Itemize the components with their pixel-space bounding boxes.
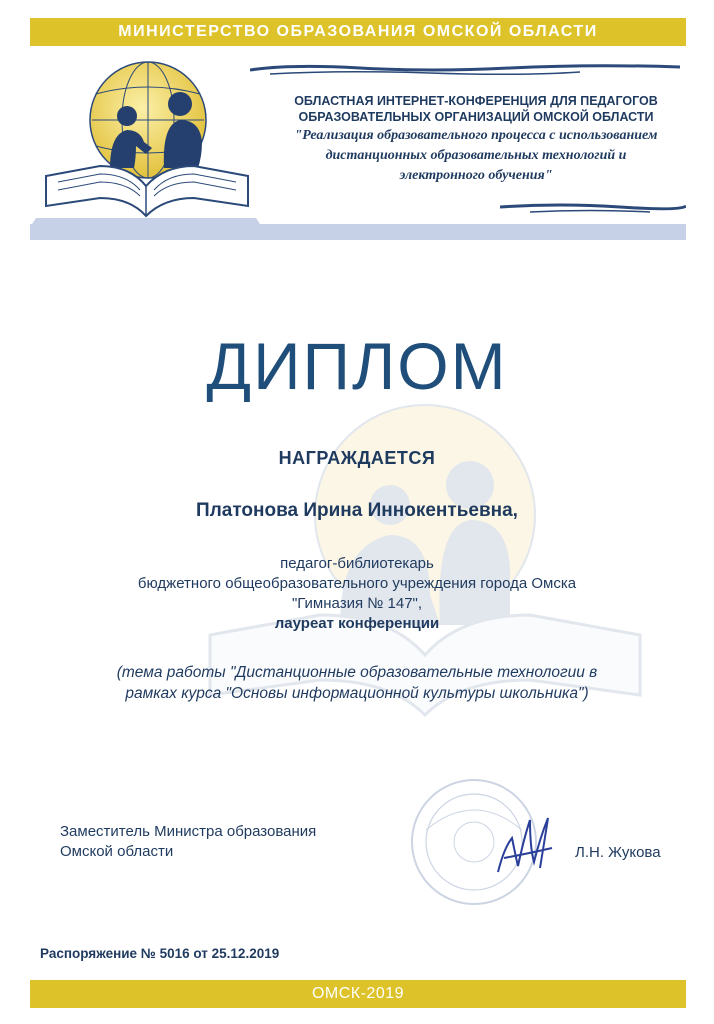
recipient-details <box>0 554 714 634</box>
conference-topic-line1: "Реализация образовательного процесса с использованием <box>294 128 658 143</box>
decor-swoosh-top <box>250 62 680 76</box>
header-area <box>30 46 686 224</box>
work-topic-line1: (тема работы "Дистанционные образовательные технологии в <box>116 664 598 681</box>
header-stripe <box>30 224 686 240</box>
work-topic <box>0 662 714 704</box>
awarded-label: НАГРАЖДАЕТСЯ <box>278 448 436 468</box>
institution-line2: "Гимназия № 147", <box>291 595 423 612</box>
conference-topic-line2: дистанционных образовательных технологий и <box>325 148 627 163</box>
ministry-title: МИНИСТЕРСТВО ОБРАЗОВАНИЯ ОМСКОЙ ОБЛАСТИ <box>118 23 598 40</box>
award-status: лауреат конференции <box>274 615 440 632</box>
signature-icon <box>490 808 560 880</box>
recipient-position: педагог-библиотекарь <box>280 555 434 572</box>
footer-banner <box>30 980 686 1008</box>
conference-name-line2: ОБРАЗОВАТЕЛЬНЫХ ОРГАНИЗАЦИЙ ОМСКОЙ ОБЛАСТИ <box>298 110 654 124</box>
signer-name: Л.Н. Жукова <box>575 844 661 861</box>
decor-swoosh-bottom <box>500 201 686 215</box>
work-topic-line2: рамках курса "Основы информационной культуры школьника") <box>125 685 589 702</box>
order-reference: Распоряжение № 5016 от 25.12.2019 <box>40 946 280 961</box>
signer-title-line2: Омской области <box>60 843 174 860</box>
conference-info <box>266 93 686 185</box>
conference-topic-line3: электронного обучения" <box>399 168 553 183</box>
city-year: ОМСК-2019 <box>311 985 405 1002</box>
signer-title-line1: Заместитель Министра образования <box>60 823 317 840</box>
recipient-name: Платонова Ирина Иннокентьевна, <box>196 500 518 521</box>
institution-line1: бюджетного общеобразовательного учреждения города Омска <box>137 575 577 592</box>
ministry-banner <box>30 18 686 46</box>
diploma-title: ДИПЛОМ <box>206 329 508 403</box>
signer-title <box>60 822 420 862</box>
conference-logo-icon <box>30 46 260 224</box>
conference-name-line1: ОБЛАСТНАЯ ИНТЕРНЕТ-КОНФЕРЕНЦИЯ ДЛЯ ПЕДАГОГОВ <box>294 94 658 108</box>
